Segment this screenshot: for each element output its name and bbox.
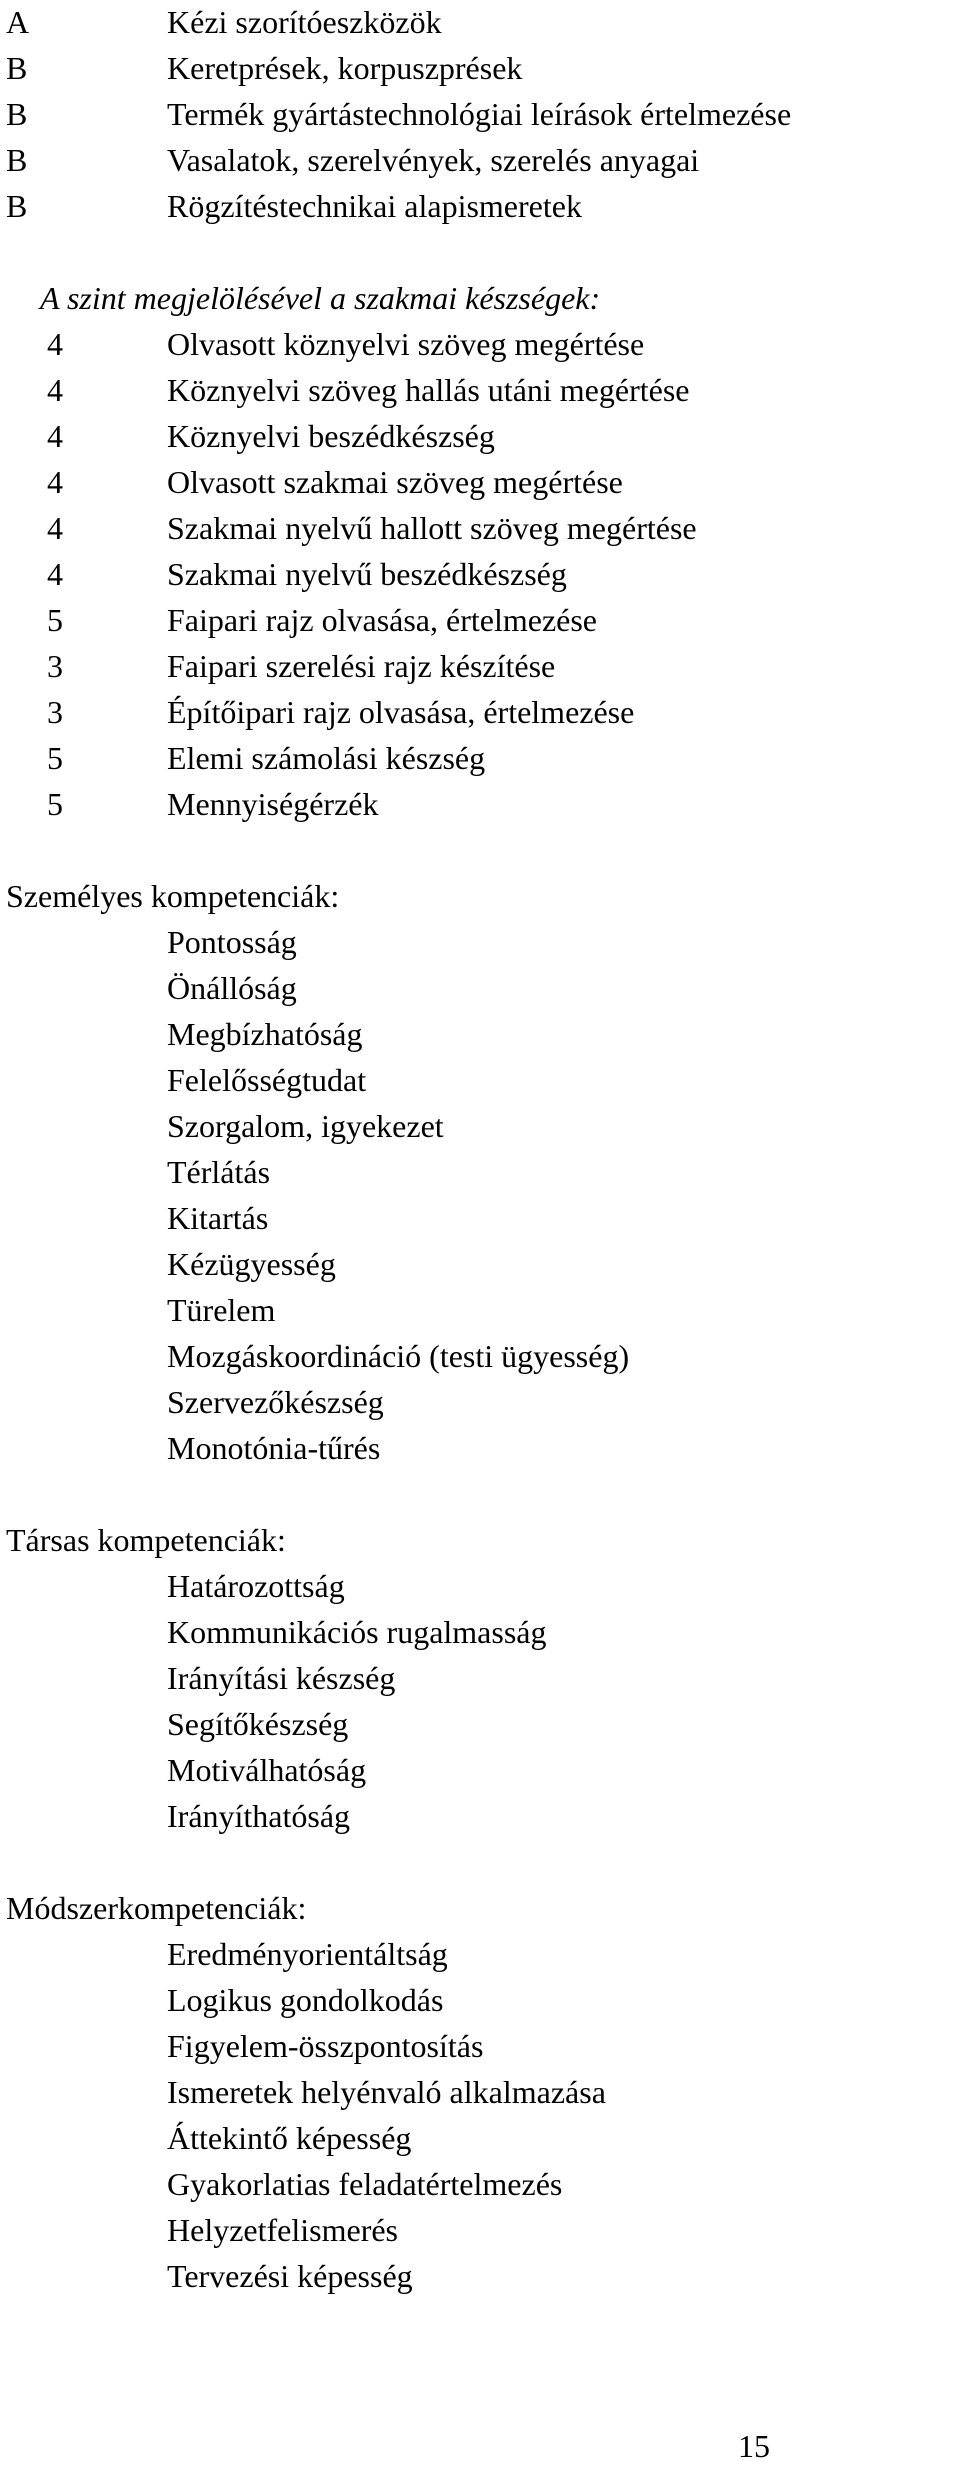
skill-text: Elemi számolási készség: [167, 740, 486, 776]
document-page: A Kézi szorítóeszközök B Keretprések, korpuszprések B Termék gyártástechnológiai leírások értelmezése B Vasalatok, szerelvények, szerelés anyagai B Rögzítéstechnikai alapismeretek A szint megjelölésével a szakmai készségek: 4 Olvasott köznyelvi szöveg megértése 4 Köznyelvi szöveg hallás utáni megértése 4 Köznyelvi beszédkészség 4 Olvasott szakmai szöveg megértése 4 Szakmai nyelvű hallott szöveg megértése 4 Szakmai nyelvű beszédkészség 5 Faipari rajz olvasása, értelmezése 3 Faipari szerelési rajz készítése 3 Építőipari rajz olvasása, értelmezése 5 Elemi számolási készség 5 Mennyiségérzék Személyes kompetenciák: Pontosság Önállóság Megbízhatóság Felelősségtudat Szorgalom, igyekezet Térlátás Kitartás Kézügyesség Türelem Mozgáskoordináció (testi ügyesség) Szervezőkészség Monotónia-tűrés Társas kompetenciák: Határozottság Kommunikációs rugalmasság Irányítási készség Segítőkészség Motiválhatóság Irányíthatóság Módszerkompetenciák: Eredményorientáltság Logikus gondolkodás Figyelem-összpontosítás Ismeretek helyénvaló alkalmazása Áttekintő képesség Gyakorlatias feladatértelmezés Helyzetfelismerés Tervezési képesség 15: [6, 4, 792, 2464]
skill-text: Mennyiségérzék: [167, 786, 379, 822]
skill-level: 3: [47, 648, 63, 684]
item-code: B: [6, 142, 28, 178]
skill-level: 5: [47, 786, 63, 822]
skills-heading: A szint megjelölésével a szakmai készségek:: [40, 280, 601, 316]
skill-level: 4: [47, 418, 63, 454]
skill-level: 5: [47, 740, 63, 776]
skill-text: Építőipari rajz olvasása, értelmezése: [167, 694, 635, 730]
skill-level: 4: [47, 556, 63, 592]
item-text: Vasalatok, szerelvények, szerelés anyagai: [167, 142, 700, 178]
skill-level: 4: [47, 464, 63, 500]
item-code: A: [6, 4, 30, 40]
item-text: Rögzítéstechnikai alapismeretek: [167, 188, 582, 224]
skill-level: 4: [47, 326, 63, 362]
skill-text: Olvasott szakmai szöveg megértése: [167, 464, 623, 500]
skill-text: Faipari rajz olvasása, értelmezése: [167, 602, 597, 638]
item-text: Termék gyártástechnológiai leírások értelmezése: [167, 96, 792, 132]
skill-level: 4: [47, 372, 63, 408]
page-number: 15: [738, 2428, 770, 2464]
item-code: B: [6, 96, 28, 132]
skill-text: Olvasott köznyelvi szöveg megértése: [167, 326, 645, 362]
skill-level: 4: [47, 510, 63, 546]
methodological-heading: Módszerkompetenciák:: [6, 1890, 307, 1926]
social-heading: Társas kompetenciák:: [6, 1522, 286, 1558]
item-code: B: [6, 188, 28, 224]
skill-text: Szakmai nyelvű beszédkészség: [167, 556, 567, 592]
skill-text: Köznyelvi beszédkészség: [167, 418, 495, 454]
skill-level: 3: [47, 694, 63, 730]
skill-text: Köznyelvi szöveg hallás utáni megértése: [167, 372, 690, 408]
item-text: Kézi szorítóeszközök: [167, 4, 442, 40]
skill-level: 5: [47, 602, 63, 638]
skill-text: Szakmai nyelvű hallott szöveg megértése: [167, 510, 697, 546]
personal-heading: Személyes kompetenciák:: [6, 878, 340, 914]
item-code: B: [6, 50, 28, 86]
skill-text: Faipari szerelési rajz készítése: [167, 648, 556, 684]
item-text: Keretprések, korpuszprések: [167, 50, 523, 86]
